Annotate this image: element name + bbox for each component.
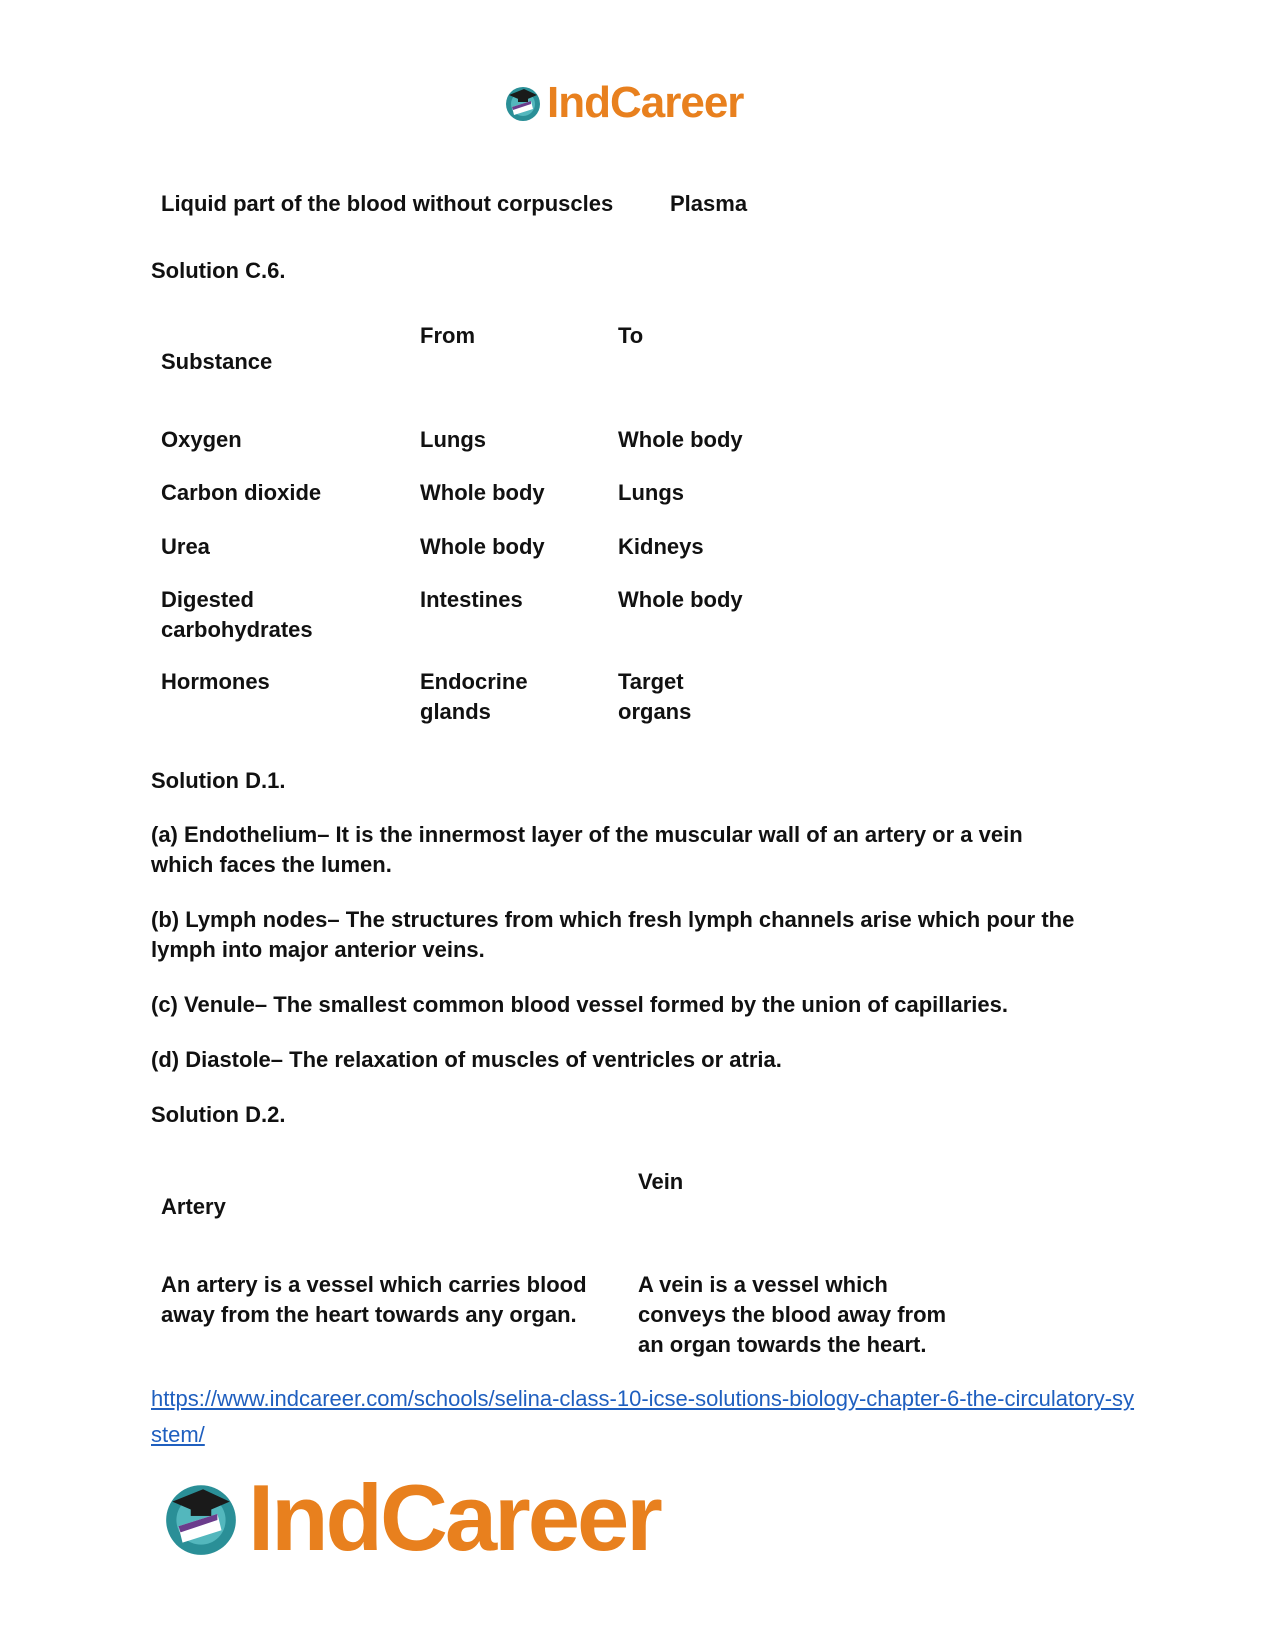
table-cell-to: Kidneys <box>618 534 704 559</box>
logo-wordmark: IndCareer <box>248 1465 660 1570</box>
table-cell-substance: Urea <box>161 534 210 559</box>
table-cell-substance: Carbon dioxide <box>161 480 322 505</box>
table-cell-from: Lungs <box>420 427 486 452</box>
source-link[interactable]: https://www.indcareer.com/schools/selina-class-10-icse-solutions-biology-chapter-6-the-circulatory-system/ <box>151 1386 1135 1447</box>
table-cell-from: Endocrine glands <box>420 669 528 724</box>
table-cell-to: Whole body <box>618 427 743 452</box>
term-cell: Liquid part of the blood without corpuscles <box>161 191 614 216</box>
table-cell-to: Lungs <box>618 480 684 505</box>
vein-description: A vein is a vessel which conveys the blood away from an organ towards the heart. <box>638 1272 947 1357</box>
table-cell-from: Intestines <box>420 587 523 612</box>
table-cell-to: Whole body <box>618 587 743 612</box>
definition-paragraph: (c) Venule– The smallest common blood vessel formed by the union of capillaries. <box>151 992 1008 1017</box>
table-cell-from: Whole body <box>420 480 545 505</box>
graduation-globe-icon <box>160 1477 242 1559</box>
table-cell-substance: Oxygen <box>161 427 242 452</box>
table-header-substance: Substance <box>161 349 273 374</box>
definition-paragraph: (d) Diastole– The relaxation of muscles of ventricles or atria. <box>151 1047 782 1072</box>
solution-d1-heading: Solution D.1. <box>151 768 286 793</box>
table-header-from: From <box>420 323 475 348</box>
table-header-artery: Artery <box>161 1194 226 1219</box>
graduation-globe-icon <box>503 83 543 123</box>
logo-wordmark: IndCareer <box>547 78 744 127</box>
indcareer-logo-top <box>503 78 743 128</box>
table-cell-from: Whole body <box>420 534 545 559</box>
indcareer-logo-bottom <box>160 1464 660 1572</box>
table-cell-substance: Digested carbohydrates <box>161 587 313 642</box>
solution-d2-heading: Solution D.2. <box>151 1102 286 1127</box>
table-cell-to: Target organs <box>618 669 692 724</box>
answer-cell: Plasma <box>670 191 748 216</box>
table-header-vein: Vein <box>638 1169 684 1194</box>
definition-paragraph: (b) Lymph nodes– The structures from which fresh lymph channels arise which pour the lymph into major anterior veins. <box>151 907 1075 962</box>
solution-c6-heading: Solution C.6. <box>151 258 286 283</box>
artery-description: An artery is a vessel which carries blood away from the heart towards any organ. <box>161 1272 587 1327</box>
table-cell-substance: Hormones <box>161 669 270 694</box>
table-header-to: To <box>618 323 644 348</box>
definition-paragraph: (a) Endothelium– It is the innermost layer of the muscular wall of an artery or a vein which faces the lumen. <box>151 822 1023 877</box>
